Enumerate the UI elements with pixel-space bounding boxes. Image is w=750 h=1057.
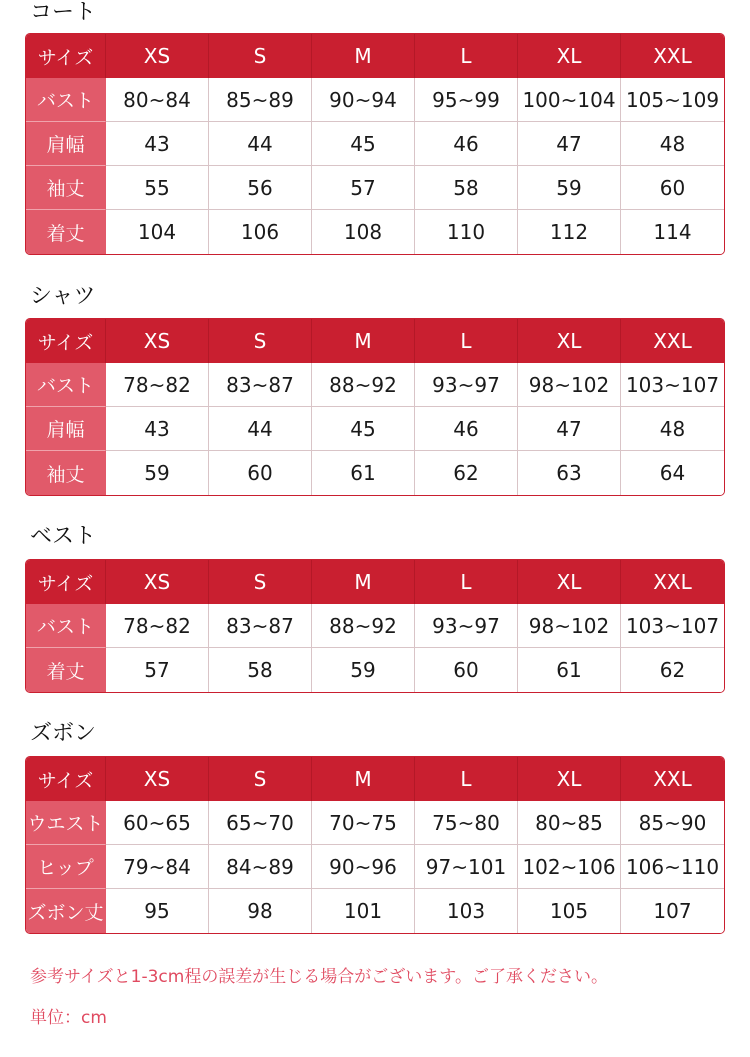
measurement-label: 着丈 xyxy=(26,210,106,254)
measurement-value: 75~80 xyxy=(415,801,518,845)
measurement-value: 90~94 xyxy=(312,78,415,122)
table-row xyxy=(26,122,724,166)
measurement-value: 43 xyxy=(106,407,209,451)
coat-section-title: コート xyxy=(30,0,97,25)
measurement-value: 84~89 xyxy=(209,845,312,889)
measurement-value: 100~104 xyxy=(518,78,621,122)
size-column-header: L xyxy=(415,757,518,801)
table-row xyxy=(26,407,724,451)
size-column-header: XS xyxy=(106,34,209,78)
measurement-value: 62 xyxy=(415,451,518,495)
measurement-value: 47 xyxy=(518,407,621,451)
coat-size-table xyxy=(25,33,725,255)
measurement-value: 58 xyxy=(415,166,518,210)
measurement-value: 90~96 xyxy=(312,845,415,889)
size-column-header: S xyxy=(209,560,312,604)
shirt-size-table xyxy=(25,318,725,496)
measurement-value: 103 xyxy=(415,889,518,933)
size-header-cell: サイズ xyxy=(26,34,106,78)
measurement-value: 60 xyxy=(415,648,518,692)
measurement-label: ウエスト xyxy=(26,801,106,845)
size-column-header: XS xyxy=(106,319,209,363)
table-row xyxy=(26,210,724,254)
measurement-value: 60 xyxy=(621,166,724,210)
measurement-value: 46 xyxy=(415,407,518,451)
measurement-label: バスト xyxy=(26,363,106,407)
measurement-value: 56 xyxy=(209,166,312,210)
size-disclaimer-note: 参考サイズと1-3cm程の誤差が生じる場合がございます。ご了承ください。 xyxy=(30,967,608,987)
size-column-header: L xyxy=(415,319,518,363)
measurement-value: 59 xyxy=(312,648,415,692)
measurement-value: 80~84 xyxy=(106,78,209,122)
size-column-header: L xyxy=(415,34,518,78)
measurement-value: 55 xyxy=(106,166,209,210)
measurement-value: 104 xyxy=(106,210,209,254)
measurement-value: 59 xyxy=(106,451,209,495)
measurement-value: 48 xyxy=(621,407,724,451)
measurement-value: 95 xyxy=(106,889,209,933)
table-row xyxy=(26,166,724,210)
measurement-value: 105 xyxy=(518,889,621,933)
measurement-value: 57 xyxy=(106,648,209,692)
header-row xyxy=(26,757,724,801)
size-column-header: XL xyxy=(518,560,621,604)
measurement-value: 95~99 xyxy=(415,78,518,122)
measurement-value: 93~97 xyxy=(415,604,518,648)
measurement-value: 64 xyxy=(621,451,724,495)
size-column-header: L xyxy=(415,560,518,604)
measurement-value: 45 xyxy=(312,407,415,451)
measurement-value: 110 xyxy=(415,210,518,254)
size-header-cell: サイズ xyxy=(26,560,106,604)
measurement-value: 103~107 xyxy=(621,363,724,407)
measurement-value: 45 xyxy=(312,122,415,166)
measurement-label: 肩幅 xyxy=(26,407,106,451)
vest-size-table xyxy=(25,559,725,693)
table-row xyxy=(26,78,724,122)
measurement-value: 106~110 xyxy=(621,845,724,889)
measurement-value: 83~87 xyxy=(209,604,312,648)
measurement-value: 63 xyxy=(518,451,621,495)
measurement-value: 46 xyxy=(415,122,518,166)
size-column-header: M xyxy=(312,560,415,604)
size-column-header: M xyxy=(312,757,415,801)
measurement-value: 97~101 xyxy=(415,845,518,889)
measurement-value: 88~92 xyxy=(312,363,415,407)
measurement-value: 83~87 xyxy=(209,363,312,407)
measurement-value: 60~65 xyxy=(106,801,209,845)
measurement-label: バスト xyxy=(26,604,106,648)
size-column-header: XS xyxy=(106,757,209,801)
measurement-value: 47 xyxy=(518,122,621,166)
measurement-value: 93~97 xyxy=(415,363,518,407)
size-column-header: XL xyxy=(518,757,621,801)
measurement-value: 78~82 xyxy=(106,363,209,407)
measurement-value: 48 xyxy=(621,122,724,166)
unit-note: 単位：cm xyxy=(30,1008,107,1028)
measurement-value: 70~75 xyxy=(312,801,415,845)
measurement-value: 108 xyxy=(312,210,415,254)
measurement-value: 98~102 xyxy=(518,363,621,407)
size-column-header: XL xyxy=(518,319,621,363)
measurement-value: 85~89 xyxy=(209,78,312,122)
pants-section-title: ズボン xyxy=(30,721,97,746)
vest-section-title: ベスト xyxy=(30,524,97,549)
measurement-value: 112 xyxy=(518,210,621,254)
measurement-value: 59 xyxy=(518,166,621,210)
table-row xyxy=(26,648,724,692)
size-column-header: XL xyxy=(518,34,621,78)
measurement-value: 103~107 xyxy=(621,604,724,648)
measurement-value: 107 xyxy=(621,889,724,933)
table-row xyxy=(26,845,724,889)
measurement-value: 98~102 xyxy=(518,604,621,648)
measurement-label: ズボン丈 xyxy=(26,889,106,933)
measurement-value: 105~109 xyxy=(621,78,724,122)
measurement-value: 85~90 xyxy=(621,801,724,845)
size-column-header: XS xyxy=(106,560,209,604)
size-column-header: M xyxy=(312,319,415,363)
measurement-label: バスト xyxy=(26,78,106,122)
measurement-value: 61 xyxy=(312,451,415,495)
pants-size-table xyxy=(25,756,725,934)
measurement-value: 44 xyxy=(209,122,312,166)
size-column-header: XXL xyxy=(621,319,724,363)
measurement-value: 78~82 xyxy=(106,604,209,648)
header-row xyxy=(26,560,724,604)
measurement-value: 65~70 xyxy=(209,801,312,845)
table-row xyxy=(26,604,724,648)
measurement-value: 114 xyxy=(621,210,724,254)
size-column-header: XXL xyxy=(621,34,724,78)
header-row xyxy=(26,319,724,363)
header-row xyxy=(26,34,724,78)
measurement-value: 61 xyxy=(518,648,621,692)
measurement-label: 袖丈 xyxy=(26,166,106,210)
size-column-header: XXL xyxy=(621,757,724,801)
measurement-value: 57 xyxy=(312,166,415,210)
measurement-value: 62 xyxy=(621,648,724,692)
size-column-header: S xyxy=(209,319,312,363)
measurement-value: 60 xyxy=(209,451,312,495)
table-row xyxy=(26,801,724,845)
measurement-label: ヒップ xyxy=(26,845,106,889)
table-row xyxy=(26,889,724,933)
measurement-value: 102~106 xyxy=(518,845,621,889)
measurement-value: 88~92 xyxy=(312,604,415,648)
size-header-cell: サイズ xyxy=(26,757,106,801)
measurement-value: 101 xyxy=(312,889,415,933)
size-column-header: XXL xyxy=(621,560,724,604)
measurement-label: 肩幅 xyxy=(26,122,106,166)
measurement-value: 79~84 xyxy=(106,845,209,889)
size-header-cell: サイズ xyxy=(26,319,106,363)
measurement-value: 98 xyxy=(209,889,312,933)
table-row xyxy=(26,363,724,407)
size-column-header: M xyxy=(312,34,415,78)
measurement-label: 着丈 xyxy=(26,648,106,692)
measurement-value: 43 xyxy=(106,122,209,166)
measurement-value: 58 xyxy=(209,648,312,692)
measurement-label: 袖丈 xyxy=(26,451,106,495)
table-row xyxy=(26,451,724,495)
size-column-header: S xyxy=(209,34,312,78)
measurement-value: 44 xyxy=(209,407,312,451)
measurement-value: 80~85 xyxy=(518,801,621,845)
measurement-value: 106 xyxy=(209,210,312,254)
size-column-header: S xyxy=(209,757,312,801)
shirt-section-title: シャツ xyxy=(30,284,96,309)
